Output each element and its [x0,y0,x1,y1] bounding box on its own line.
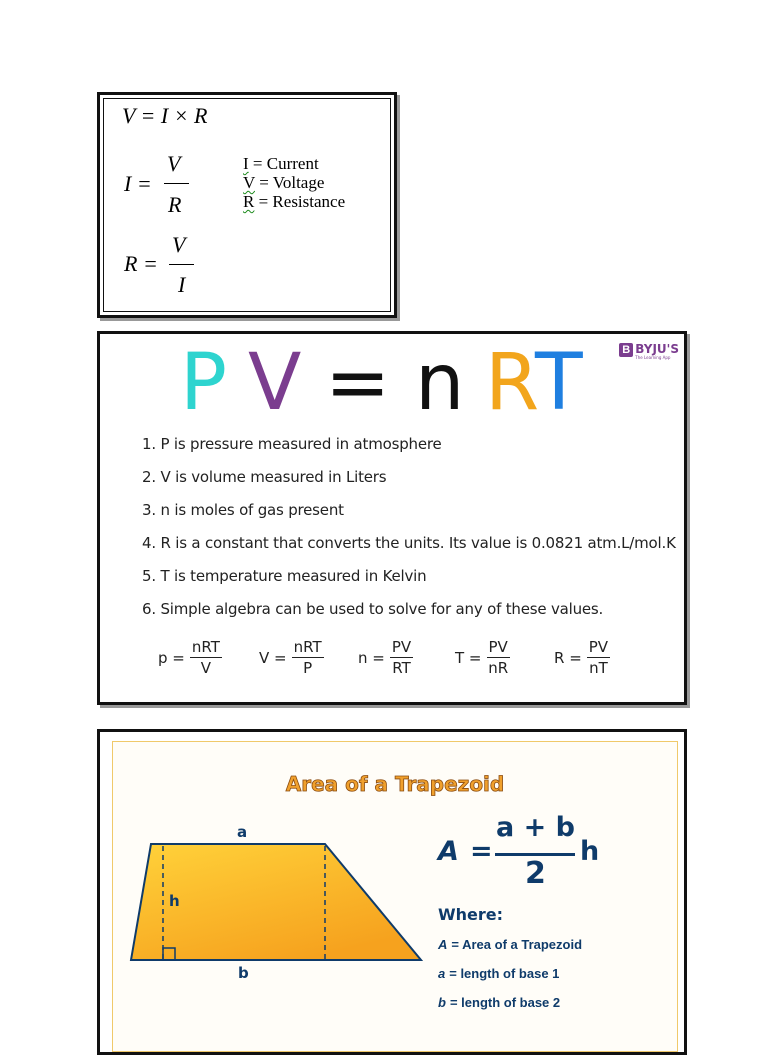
ohm-equation-i-denominator: R [168,192,182,217]
trapezoid-inner-frame [112,741,678,1052]
gas-formula-fraction [390,638,413,677]
gas-list-item: 2. V is volume measured in Liters [142,468,387,486]
gas-title-letter-p: P [180,338,228,428]
gas-title-equals: = [325,338,391,428]
gas-list-item: 6. Simple algebra can be used to solve for any of these values. [142,600,604,618]
gas-formula-moles [358,638,413,677]
trapezoid-formula-lhs: A [438,836,459,867]
trapezoid-formula-equals: = [470,836,493,867]
trapezoid-label-h: h [169,892,180,910]
gas-formula-numerator: PV [488,638,508,656]
trapezoid-diagram [113,742,679,1062]
gas-formula-numerator: nRT [191,638,220,656]
ohms-law-inner-frame [103,98,391,312]
gas-formula-lhs: p = [158,648,185,667]
gas-formula-fraction [190,638,222,677]
ohm-legend-row [243,173,345,192]
definition-base-2 [438,995,560,1010]
trapezoid-label-b: b [238,964,249,982]
gas-formula-temperature [455,638,510,677]
gas-formula-lhs: n = [358,648,385,667]
ohm-legend [243,154,345,211]
ohms-law-card [97,92,397,318]
gas-formula-numerator: PV [391,638,412,656]
ohm-equation-r-numerator: V [172,232,186,257]
ohm-legend-row [243,154,345,173]
ohm-fraction-bar [169,264,194,265]
gas-list-item: 1. P is pressure measured in atmosphere [142,435,442,453]
gas-formula-denominator: nT [589,659,608,677]
byjus-logo [619,343,679,361]
ohm-legend-text: = Voltage [254,173,325,192]
gas-list-item: 3. n is moles of gas present [142,501,344,519]
ohm-legend-row [243,192,345,211]
gas-formula-numerator: PV [588,638,609,656]
gas-list-item: 5. T is temperature measured in Kelvin [142,567,427,585]
definition-symbol: b [438,995,446,1010]
byjus-brand-text: BYJU'S [635,342,679,356]
ohm-fraction-bar [164,183,189,184]
trapezoid-formula-denominator: 2 [525,856,546,891]
ohm-legend-symbol: R [243,192,255,211]
byjus-logo-mark: B [619,343,633,357]
definition-symbol: a [438,966,446,981]
ohm-legend-symbol: I [243,154,249,173]
byjus-tagline: The Learning App [635,355,671,360]
ohm-equation-i-numerator: V [167,151,181,176]
gas-formula-denominator: nR [488,659,509,677]
gas-formula-denominator: P [303,659,313,677]
ohm-legend-text: = Current [248,154,319,173]
gas-formula-lhs: R = [554,648,582,667]
gas-formula-pressure [158,638,222,677]
definition-area [438,937,582,952]
ohm-equation-r-denominator: I [178,272,186,297]
gas-formula-volume [259,638,324,677]
definition-text: = Area of a Trapezoid [451,937,583,952]
ohm-equation-r-lhs: R = [124,251,158,276]
gas-formula-fraction [587,638,610,677]
ohm-legend-text: = Resistance [254,192,346,211]
ohm-equation-i-lhs: I = [124,171,152,196]
gas-list-item: 4. R is a constant that converts the units. Its value is 0.0821 atm.L/mol.K [142,534,676,552]
ideal-gas-law-card [97,331,687,705]
definition-symbol: A [438,937,448,952]
gas-formula-fraction [292,638,324,677]
gas-formula-denominator: V [200,659,211,677]
definition-text: = length of base 1 [449,966,560,981]
byjus-logo-wordmark [635,343,679,361]
gas-formula-lhs: T = [455,648,482,667]
gas-title-letter-n: n [415,338,465,428]
gas-title-letter-r: R [485,338,540,428]
trapezoid-formula-numerator: a + b [496,812,575,843]
where-heading: Where: [438,905,504,924]
gas-formula-lhs: V = [259,648,287,667]
gas-formula-denominator: RT [392,659,411,677]
ohm-legend-symbol: V [243,173,255,192]
trapezoid-area-card [97,729,687,1055]
gas-formula-numerator: nRT [293,638,322,656]
definition-base-1 [438,966,559,981]
trapezoid-label-a: a [237,823,248,841]
gas-title-letter-t: T [535,338,583,428]
definition-text: = length of base 2 [449,995,561,1010]
gas-title-letter-v: V [248,338,302,428]
ohm-equation-v: V = I × R [122,103,208,128]
trapezoid-formula-h: h [580,836,600,867]
trapezoid-title: Area of a Trapezoid [285,772,505,796]
gas-formula-constant [554,638,610,677]
gas-formula-fraction [487,638,510,677]
